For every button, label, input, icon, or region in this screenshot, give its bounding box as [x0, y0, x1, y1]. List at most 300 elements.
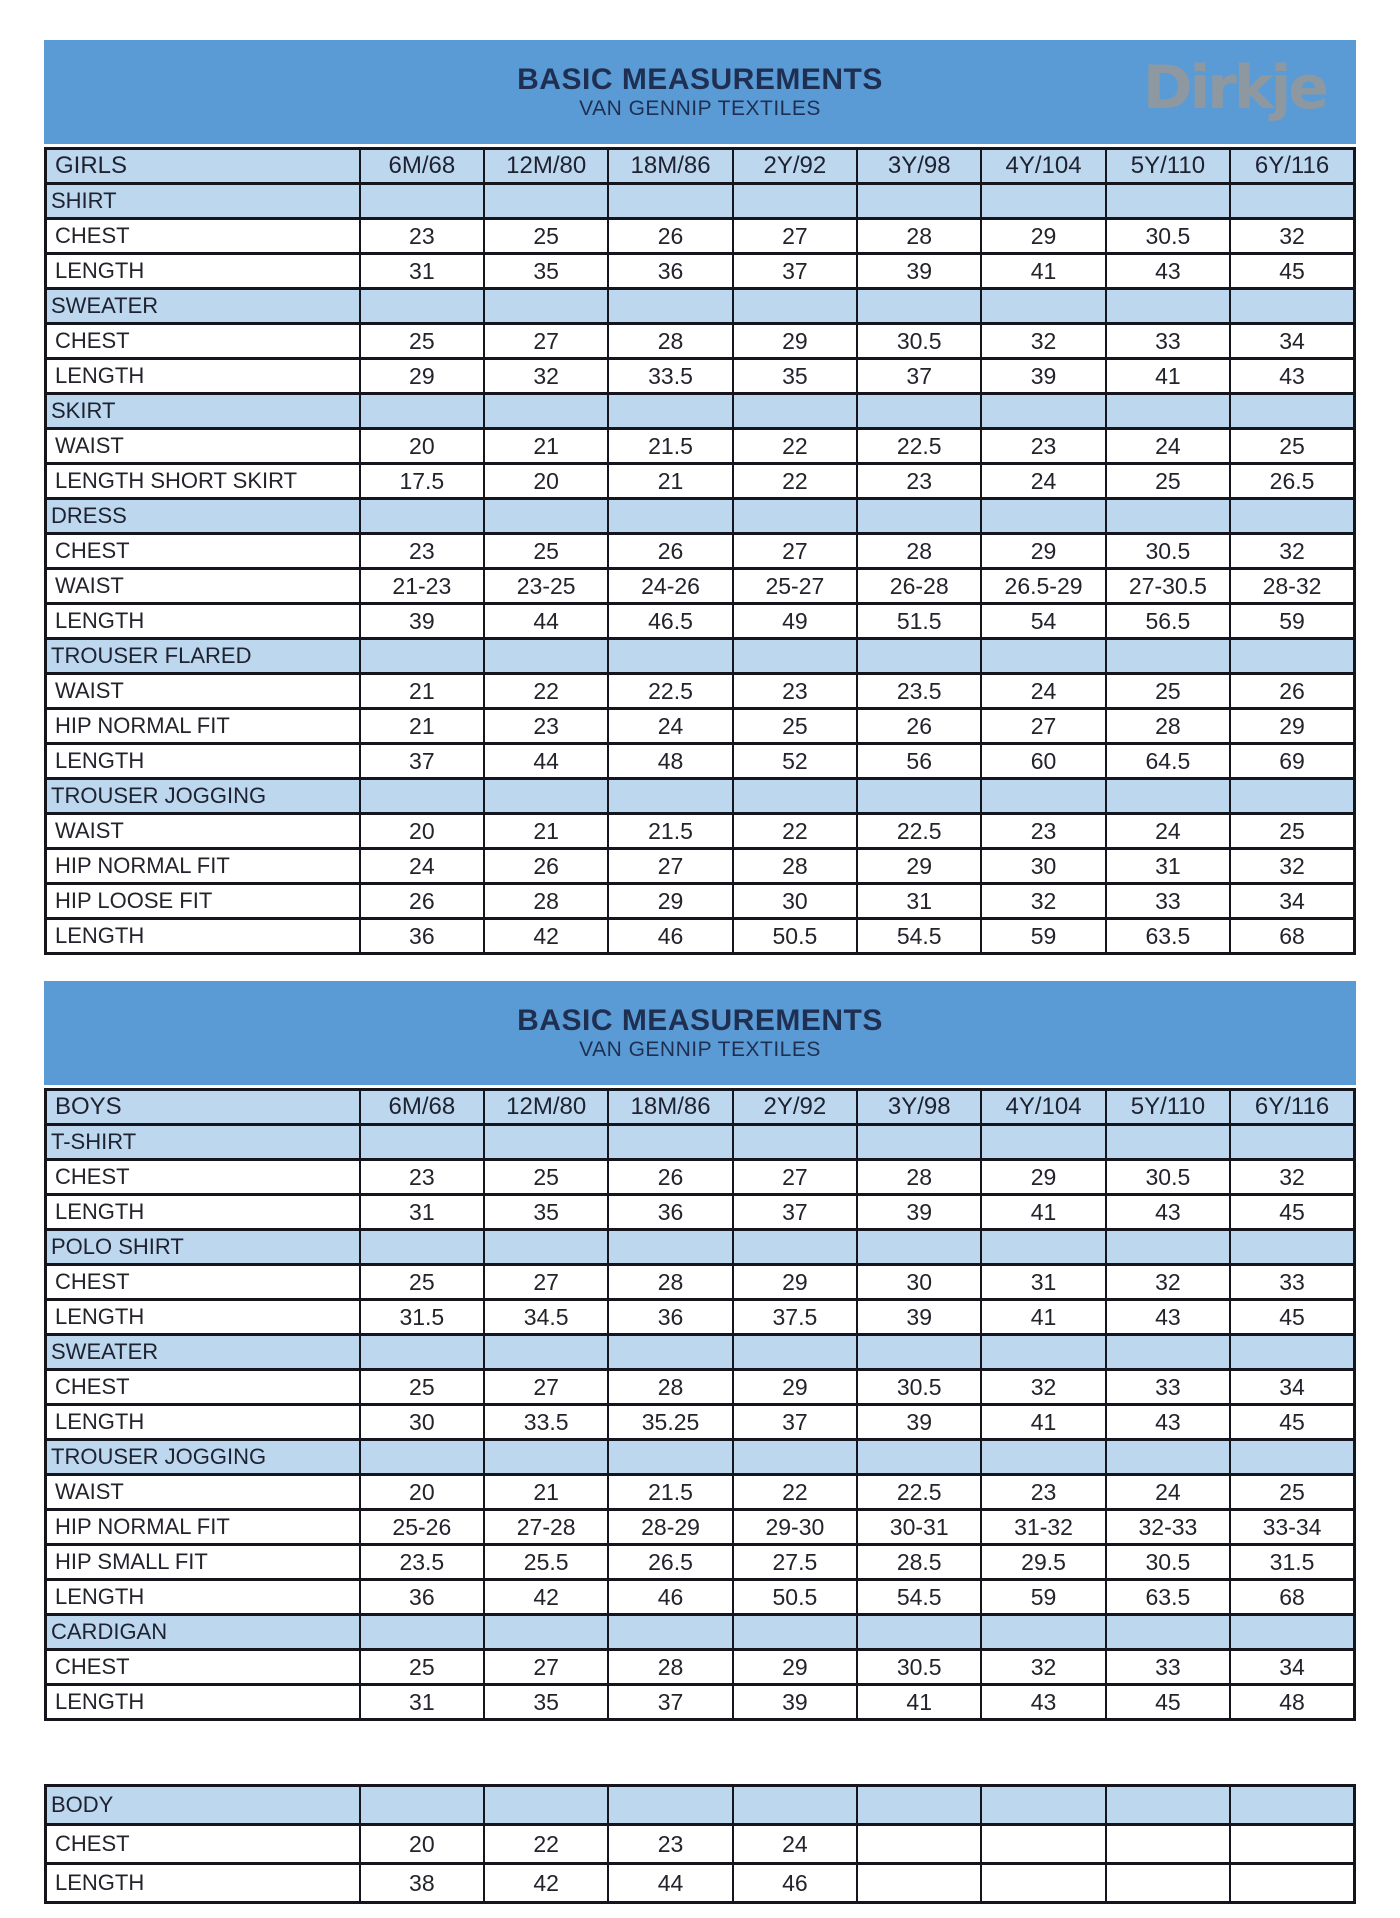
measurement-value: 21: [484, 1475, 608, 1510]
measurement-value: 24: [1106, 1475, 1230, 1510]
measurement-value: 24-26: [608, 569, 732, 604]
measurement-value: 32-33: [1106, 1510, 1230, 1545]
section-blank-cell: [608, 184, 732, 219]
section-blank-cell: [1230, 1786, 1354, 1825]
measurement-value: 21: [608, 464, 732, 499]
measurement-value: 32: [484, 359, 608, 394]
measurement-value: 23: [360, 1160, 484, 1195]
section-label: TROUSER JOGGING: [46, 1440, 360, 1475]
measurement-value: 33-34: [1230, 1510, 1354, 1545]
measurement-value: 23: [981, 814, 1105, 849]
section-blank-cell: [1106, 499, 1230, 534]
measurement-label: CHEST: [46, 324, 360, 359]
data-row-polo-shirt-chest: [46, 1265, 1355, 1300]
section-blank-cell: [608, 1230, 732, 1265]
size-column-header: 12M/80: [484, 149, 608, 184]
measurement-value: 28: [608, 324, 732, 359]
data-row-trouser-flared-length: [46, 744, 1355, 779]
measurement-value: 29: [733, 1650, 857, 1685]
measurement-value: 68: [1230, 919, 1354, 954]
measurement-value: 44: [484, 604, 608, 639]
section-row-dress: [46, 499, 1355, 534]
section-blank-cell: [360, 1615, 484, 1650]
measurement-label: LENGTH: [46, 1195, 360, 1230]
measurement-value: 29: [981, 534, 1105, 569]
section-blank-cell: [1230, 289, 1354, 324]
measurement-value: 20: [484, 464, 608, 499]
measurement-value: 24: [360, 849, 484, 884]
measurement-value: [1230, 1825, 1354, 1864]
data-row-polo-shirt-length: [46, 1300, 1355, 1335]
measurement-label: LENGTH: [46, 1580, 360, 1615]
section-blank-cell: [733, 779, 857, 814]
section-row-skirt: [46, 394, 1355, 429]
section-blank-cell: [608, 1615, 732, 1650]
measurement-value: 26: [360, 884, 484, 919]
data-row-t-shirt-length: [46, 1195, 1355, 1230]
measurement-label: LENGTH: [46, 919, 360, 954]
measurement-value: 31: [1106, 849, 1230, 884]
section-label: TROUSER FLARED: [46, 639, 360, 674]
measurement-value: 30: [857, 1265, 981, 1300]
measurement-value: 32: [981, 1650, 1105, 1685]
panel-gap: [44, 955, 1356, 981]
data-row-trouser-jogging-length: [46, 1580, 1355, 1615]
measurement-value: 22.5: [857, 1475, 981, 1510]
size-column-header: 6Y/116: [1230, 149, 1354, 184]
measurement-value: 41: [981, 1405, 1105, 1440]
section-blank-cell: [857, 639, 981, 674]
measurement-value: 41: [857, 1685, 981, 1720]
measurement-label: LENGTH: [46, 604, 360, 639]
measurement-value: 30: [360, 1405, 484, 1440]
measurement-value: 28: [857, 219, 981, 254]
section-label: SKIRT: [46, 394, 360, 429]
data-row-sweater-length: [46, 1405, 1355, 1440]
measurement-value: 29: [857, 849, 981, 884]
section-blank-cell: [1106, 1786, 1230, 1825]
measurement-value: 30.5: [1106, 534, 1230, 569]
measurement-value: 25: [1230, 429, 1354, 464]
measurement-value: 41: [981, 1300, 1105, 1335]
measurement-value: 32: [1230, 534, 1354, 569]
measurement-value: 46: [608, 919, 732, 954]
section-blank-cell: [857, 779, 981, 814]
measurement-value: 25: [360, 1370, 484, 1405]
section-label: DRESS: [46, 499, 360, 534]
boys-subtitle: VAN GENNIP TEXTILES: [579, 1037, 821, 1061]
section-blank-cell: [981, 1615, 1105, 1650]
measurement-value: 43: [1106, 1300, 1230, 1335]
section-row-trouser-jogging: [46, 1440, 1355, 1475]
measurement-label: HIP NORMAL FIT: [46, 849, 360, 884]
measurement-label: WAIST: [46, 569, 360, 604]
section-blank-cell: [981, 1230, 1105, 1265]
measurement-value: 36: [360, 1580, 484, 1615]
measurement-value: 23: [733, 674, 857, 709]
measurement-value: 23.5: [360, 1545, 484, 1580]
measurement-value: 27: [484, 1265, 608, 1300]
measurement-value: 17.5: [360, 464, 484, 499]
measurement-value: 45: [1230, 1195, 1354, 1230]
section-label: POLO SHIRT: [46, 1230, 360, 1265]
measurement-label: CHEST: [46, 1650, 360, 1685]
measurement-value: 54.5: [857, 919, 981, 954]
measurement-value: 39: [857, 1300, 981, 1335]
measurement-label: HIP NORMAL FIT: [46, 709, 360, 744]
measurement-label: WAIST: [46, 429, 360, 464]
section-blank-cell: [981, 1786, 1105, 1825]
measurement-value: 34: [1230, 1650, 1354, 1685]
measurement-value: 42: [484, 919, 608, 954]
section-blank-cell: [1106, 1440, 1230, 1475]
measurement-value: 25: [1230, 814, 1354, 849]
section-blank-cell: [484, 289, 608, 324]
section-blank-cell: [857, 499, 981, 534]
measurement-value: 29: [981, 1160, 1105, 1195]
section-blank-cell: [981, 779, 1105, 814]
measurement-value: 27: [733, 219, 857, 254]
data-row-shirt-length: [46, 254, 1355, 289]
measurement-value: 33.5: [484, 1405, 608, 1440]
measurement-value: 26: [608, 1160, 732, 1195]
measurement-value: 30: [733, 884, 857, 919]
measurement-value: 25: [360, 1265, 484, 1300]
measurement-value: 30: [981, 849, 1105, 884]
measurement-value: 21.5: [608, 1475, 732, 1510]
section-blank-cell: [608, 499, 732, 534]
section-blank-cell: [1106, 1615, 1230, 1650]
measurement-label: LENGTH: [46, 1685, 360, 1720]
measurement-value: 26: [1230, 674, 1354, 709]
data-row-dress-waist: [46, 569, 1355, 604]
boys-header-band: [44, 981, 1356, 1085]
size-header-row-boys: [46, 1090, 1355, 1125]
measurement-value: 48: [608, 744, 732, 779]
measurement-value: 26: [857, 709, 981, 744]
data-row-skirt-length-short-skirt: [46, 464, 1355, 499]
measurement-value: 37: [733, 1195, 857, 1230]
measurement-value: 29: [733, 1265, 857, 1300]
measurement-value: 28: [608, 1650, 732, 1685]
measurement-value: 28: [608, 1370, 732, 1405]
size-column-header: 6M/68: [360, 149, 484, 184]
size-column-header: 5Y/110: [1106, 1090, 1230, 1125]
measurement-value: 37: [733, 1405, 857, 1440]
measurement-value: 23: [857, 464, 981, 499]
measurement-value: 26.5-29: [981, 569, 1105, 604]
size-column-header: 6M/68: [360, 1090, 484, 1125]
measurement-value: 29: [360, 359, 484, 394]
data-row-trouser-jogging-hip-small-fit: [46, 1545, 1355, 1580]
section-blank-cell: [608, 1335, 732, 1370]
section-blank-cell: [981, 184, 1105, 219]
measurement-label: WAIST: [46, 1475, 360, 1510]
measurement-value: 31-32: [981, 1510, 1105, 1545]
section-blank-cell: [608, 289, 732, 324]
section-label: CARDIGAN: [46, 1615, 360, 1650]
measurement-value: 25-26: [360, 1510, 484, 1545]
measurement-value: 50.5: [733, 919, 857, 954]
measurement-value: 30.5: [1106, 219, 1230, 254]
section-row-body: [46, 1786, 1355, 1825]
section-blank-cell: [733, 1440, 857, 1475]
section-blank-cell: [360, 394, 484, 429]
measurement-value: 24: [981, 674, 1105, 709]
measurement-value: 64.5: [1106, 744, 1230, 779]
measurement-value: [857, 1864, 981, 1903]
measurement-value: 44: [484, 744, 608, 779]
measurement-value: 30.5: [857, 1370, 981, 1405]
measurement-value: 28: [608, 1265, 732, 1300]
measurement-value: 23: [484, 709, 608, 744]
section-blank-cell: [733, 639, 857, 674]
measurement-value: 28-29: [608, 1510, 732, 1545]
measurement-label: LENGTH: [46, 1864, 360, 1903]
measurement-value: 45: [1106, 1685, 1230, 1720]
group-name-header: GIRLS: [46, 149, 360, 184]
section-blank-cell: [484, 1786, 608, 1825]
measurement-value: 45: [1230, 1300, 1354, 1335]
section-blank-cell: [733, 499, 857, 534]
measurement-value: 25: [733, 709, 857, 744]
measurement-value: 52: [733, 744, 857, 779]
section-blank-cell: [733, 394, 857, 429]
section-label: SWEATER: [46, 1335, 360, 1370]
measurement-value: 23: [981, 429, 1105, 464]
measurement-value: 50.5: [733, 1580, 857, 1615]
measurement-value: 26: [608, 534, 732, 569]
section-label: SWEATER: [46, 289, 360, 324]
measurement-value: 69: [1230, 744, 1354, 779]
measurement-value: 68: [1230, 1580, 1354, 1615]
measurement-value: 31: [981, 1265, 1105, 1300]
measurement-value: 43: [1106, 1405, 1230, 1440]
section-blank-cell: [1230, 184, 1354, 219]
measurement-value: 45: [1230, 1405, 1354, 1440]
section-blank-cell: [484, 779, 608, 814]
measurement-value: 38: [360, 1864, 484, 1903]
section-blank-cell: [360, 1230, 484, 1265]
measurement-value: 30-31: [857, 1510, 981, 1545]
section-blank-cell: [857, 1335, 981, 1370]
section-blank-cell: [981, 394, 1105, 429]
section-blank-cell: [981, 1440, 1105, 1475]
measurement-value: 48: [1230, 1685, 1354, 1720]
measurement-value: 46: [608, 1580, 732, 1615]
section-blank-cell: [981, 1335, 1105, 1370]
measurement-value: 36: [608, 1300, 732, 1335]
section-blank-cell: [484, 639, 608, 674]
measurement-value: [1106, 1864, 1230, 1903]
measurement-value: 63.5: [1106, 1580, 1230, 1615]
section-blank-cell: [360, 1335, 484, 1370]
measurement-value: 60: [981, 744, 1105, 779]
section-blank-cell: [1230, 639, 1354, 674]
data-row-cardigan-chest: [46, 1650, 1355, 1685]
data-row-body-length: [46, 1864, 1355, 1903]
measurement-value: 36: [608, 254, 732, 289]
size-column-header: 3Y/98: [857, 1090, 981, 1125]
measurement-value: 49: [733, 604, 857, 639]
measurement-value: 43: [981, 1685, 1105, 1720]
measurement-value: 36: [360, 919, 484, 954]
measurement-value: 29-30: [733, 1510, 857, 1545]
girls-size-table: [44, 147, 1356, 955]
measurement-value: 22: [733, 429, 857, 464]
measurement-value: 51.5: [857, 604, 981, 639]
girls-title: BASIC MEASUREMENTS: [517, 63, 883, 97]
section-blank-cell: [1106, 394, 1230, 429]
body-panel: [44, 1784, 1356, 1904]
measurement-value: 46.5: [608, 604, 732, 639]
section-blank-cell: [484, 1440, 608, 1475]
section-blank-cell: [608, 1440, 732, 1475]
section-blank-cell: [484, 394, 608, 429]
measurement-value: 23-25: [484, 569, 608, 604]
measurement-value: [981, 1864, 1105, 1903]
measurement-value: 27: [608, 849, 732, 884]
measurement-value: 31: [857, 884, 981, 919]
section-blank-cell: [1230, 1440, 1354, 1475]
group-name-header: BOYS: [46, 1090, 360, 1125]
measurement-value: 22: [733, 814, 857, 849]
section-blank-cell: [1230, 1230, 1354, 1265]
size-column-header: 2Y/92: [733, 1090, 857, 1125]
measurement-value: 26.5: [1230, 464, 1354, 499]
measurement-value: 28: [1106, 709, 1230, 744]
measurement-value: 25: [360, 1650, 484, 1685]
measurement-value: 22.5: [857, 429, 981, 464]
measurement-value: 24: [608, 709, 732, 744]
section-blank-cell: [484, 1335, 608, 1370]
measurement-label: HIP SMALL FIT: [46, 1545, 360, 1580]
data-row-sweater-chest: [46, 324, 1355, 359]
measurement-value: 54.5: [857, 1580, 981, 1615]
section-blank-cell: [857, 1786, 981, 1825]
measurement-label: CHEST: [46, 1160, 360, 1195]
measurement-value: [1106, 1825, 1230, 1864]
measurement-value: 54: [981, 604, 1105, 639]
measurement-value: 35: [733, 359, 857, 394]
measurement-value: 29: [608, 884, 732, 919]
measurement-value: 23.5: [857, 674, 981, 709]
measurement-value: 30.5: [857, 1650, 981, 1685]
measurement-value: 37.5: [733, 1300, 857, 1335]
measurement-value: 29: [1230, 709, 1354, 744]
measurement-value: 42: [484, 1864, 608, 1903]
section-blank-cell: [1106, 1230, 1230, 1265]
section-blank-cell: [857, 184, 981, 219]
section-row-t-shirt: [46, 1125, 1355, 1160]
measurement-value: 43: [1106, 254, 1230, 289]
section-blank-cell: [1230, 1615, 1354, 1650]
data-row-trouser-flared-waist: [46, 674, 1355, 709]
measurement-value: 35: [484, 1685, 608, 1720]
data-row-trouser-jogging-waist: [46, 814, 1355, 849]
section-label: BODY: [46, 1786, 360, 1825]
data-row-t-shirt-chest: [46, 1160, 1355, 1195]
section-blank-cell: [733, 184, 857, 219]
section-blank-cell: [484, 1230, 608, 1265]
measurement-value: 25: [1230, 1475, 1354, 1510]
measurement-value: 31.5: [360, 1300, 484, 1335]
measurement-value: 27: [484, 1650, 608, 1685]
size-column-header: 4Y/104: [981, 1090, 1105, 1125]
measurement-value: 34: [1230, 884, 1354, 919]
measurement-label: LENGTH SHORT SKIRT: [46, 464, 360, 499]
size-column-header: 12M/80: [484, 1090, 608, 1125]
measurement-value: [981, 1825, 1105, 1864]
measurement-value: 22: [484, 674, 608, 709]
measurement-value: 34.5: [484, 1300, 608, 1335]
measurement-value: 43: [1230, 359, 1354, 394]
section-blank-cell: [1106, 639, 1230, 674]
measurement-value: 33: [1106, 324, 1230, 359]
data-row-body-chest: [46, 1825, 1355, 1864]
measurement-value: 27: [981, 709, 1105, 744]
measurement-value: 22: [733, 464, 857, 499]
section-blank-cell: [608, 1786, 732, 1825]
measurement-value: 34: [1230, 1370, 1354, 1405]
size-column-header: 18M/86: [608, 1090, 732, 1125]
measurement-value: 30.5: [857, 324, 981, 359]
section-row-trouser-flared: [46, 639, 1355, 674]
measurement-label: LENGTH: [46, 359, 360, 394]
section-blank-cell: [1106, 184, 1230, 219]
section-row-trouser-jogging: [46, 779, 1355, 814]
size-column-header: 5Y/110: [1106, 149, 1230, 184]
measurement-value: 56.5: [1106, 604, 1230, 639]
boys-title: BASIC MEASUREMENTS: [517, 1004, 883, 1038]
section-blank-cell: [360, 779, 484, 814]
section-blank-cell: [484, 1125, 608, 1160]
measurement-value: 21: [360, 709, 484, 744]
measurement-value: 28: [857, 1160, 981, 1195]
measurement-value: 32: [981, 1370, 1105, 1405]
measurement-label: LENGTH: [46, 254, 360, 289]
measurement-value: 25: [484, 534, 608, 569]
section-blank-cell: [1230, 394, 1354, 429]
measurement-value: 32: [1106, 1265, 1230, 1300]
section-blank-cell: [857, 1615, 981, 1650]
measurement-value: 32: [981, 324, 1105, 359]
measurement-value: 37: [733, 254, 857, 289]
measurement-value: 20: [360, 1825, 484, 1864]
data-row-trouser-jogging-hip-loose-fit: [46, 884, 1355, 919]
measurement-value: 22: [484, 1825, 608, 1864]
section-blank-cell: [1106, 289, 1230, 324]
boys-size-table: [44, 1088, 1356, 1721]
section-blank-cell: [857, 394, 981, 429]
section-blank-cell: [484, 499, 608, 534]
measurement-value: 32: [981, 884, 1105, 919]
measurement-value: 24: [733, 1825, 857, 1864]
measurement-value: 22.5: [608, 674, 732, 709]
measurement-value: 44: [608, 1864, 732, 1903]
measurement-value: 33: [1106, 1370, 1230, 1405]
data-row-trouser-jogging-waist: [46, 1475, 1355, 1510]
measurement-value: 29.5: [981, 1545, 1105, 1580]
measurement-value: 30.5: [1106, 1160, 1230, 1195]
measurement-label: HIP NORMAL FIT: [46, 1510, 360, 1545]
measurement-label: CHEST: [46, 1265, 360, 1300]
measurement-value: 28: [484, 884, 608, 919]
measurement-value: 41: [981, 1195, 1105, 1230]
measurement-label: LENGTH: [46, 1405, 360, 1440]
measurement-value: 26: [484, 849, 608, 884]
measurement-value: 28: [733, 849, 857, 884]
